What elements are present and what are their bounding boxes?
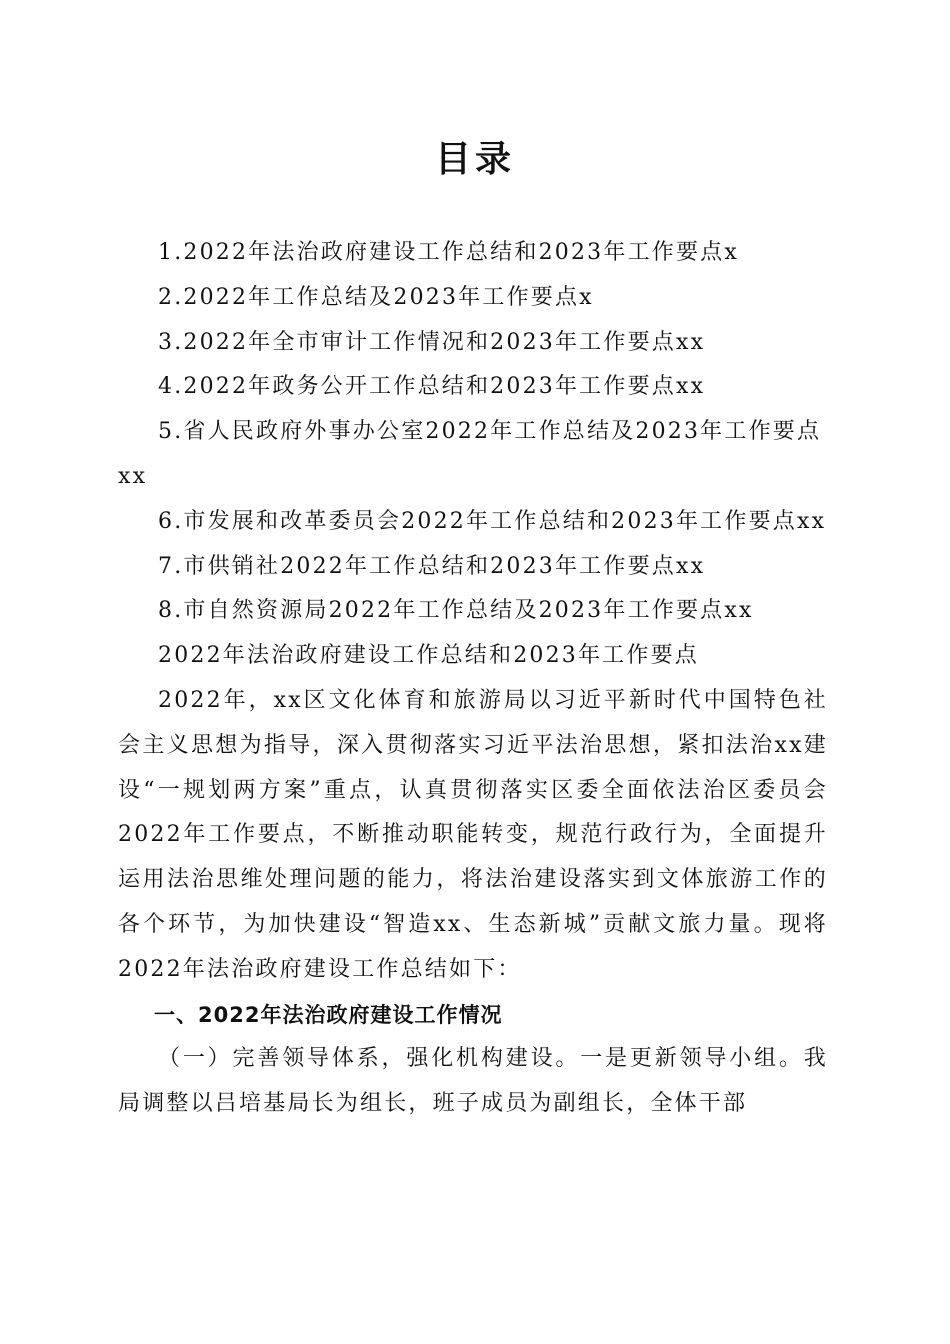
toc-item: 6.市发展和改革委员会2022年工作总结和2023年工作要点xx <box>158 508 827 534</box>
toc-item: 4.2022年政务公开工作总结和2023年工作要点xx <box>158 374 706 400</box>
intro-paragraph: 2022年，xx区文化体育和旅游局以习近平新时代中国特色社会主义思想为指导，深入贯彻落实习近平法治思想，紧扣法治xx建设“一规划两方案”重点，认真贯彻落实区委全面依法治区委员会2022年工作要点，不断推动职能转变，规范行政行为，全面提升运用法治思维处理问题的能力，将法治建设落实到文体旅游工作的各个环节，为加快建设“智造xx、生态新城”贡献文旅力量。现将2022年法治政府建设工作总结如下： <box>118 687 828 982</box>
toc-item: 1.2022年法治政府建设工作总结和2023年工作要点x <box>158 240 739 265</box>
toc-item: 8.市自然资源局2022年工作总结及2023年工作要点xx <box>158 598 754 624</box>
page-title: 目录 <box>434 139 515 180</box>
toc-item: 7.市供销社2022年工作总结和2023年工作要点xx <box>158 553 706 579</box>
toc-item: 5.省人民政府外事办公室2022年工作总结及2023年工作要点xx <box>118 419 822 489</box>
document-body <box>118 231 828 1127</box>
article-title: 2022年法治政府建设工作总结和2023年工作要点 <box>158 643 699 669</box>
subsection-paragraph: （一）完善领导体系，强化机构建设。一是更新领导小组。我局调整以吕培基局长为组长，班子成员为副组长，全体干部 <box>118 1046 828 1117</box>
toc-item: 2.2022年工作总结及2023年工作要点x <box>158 284 594 310</box>
table-of-contents <box>118 231 828 634</box>
toc-item: 3.2022年全市审计工作情况和2023年工作要点xx <box>158 329 706 355</box>
section-heading: 一、2022年法治政府建设工作情况 <box>154 1002 503 1027</box>
